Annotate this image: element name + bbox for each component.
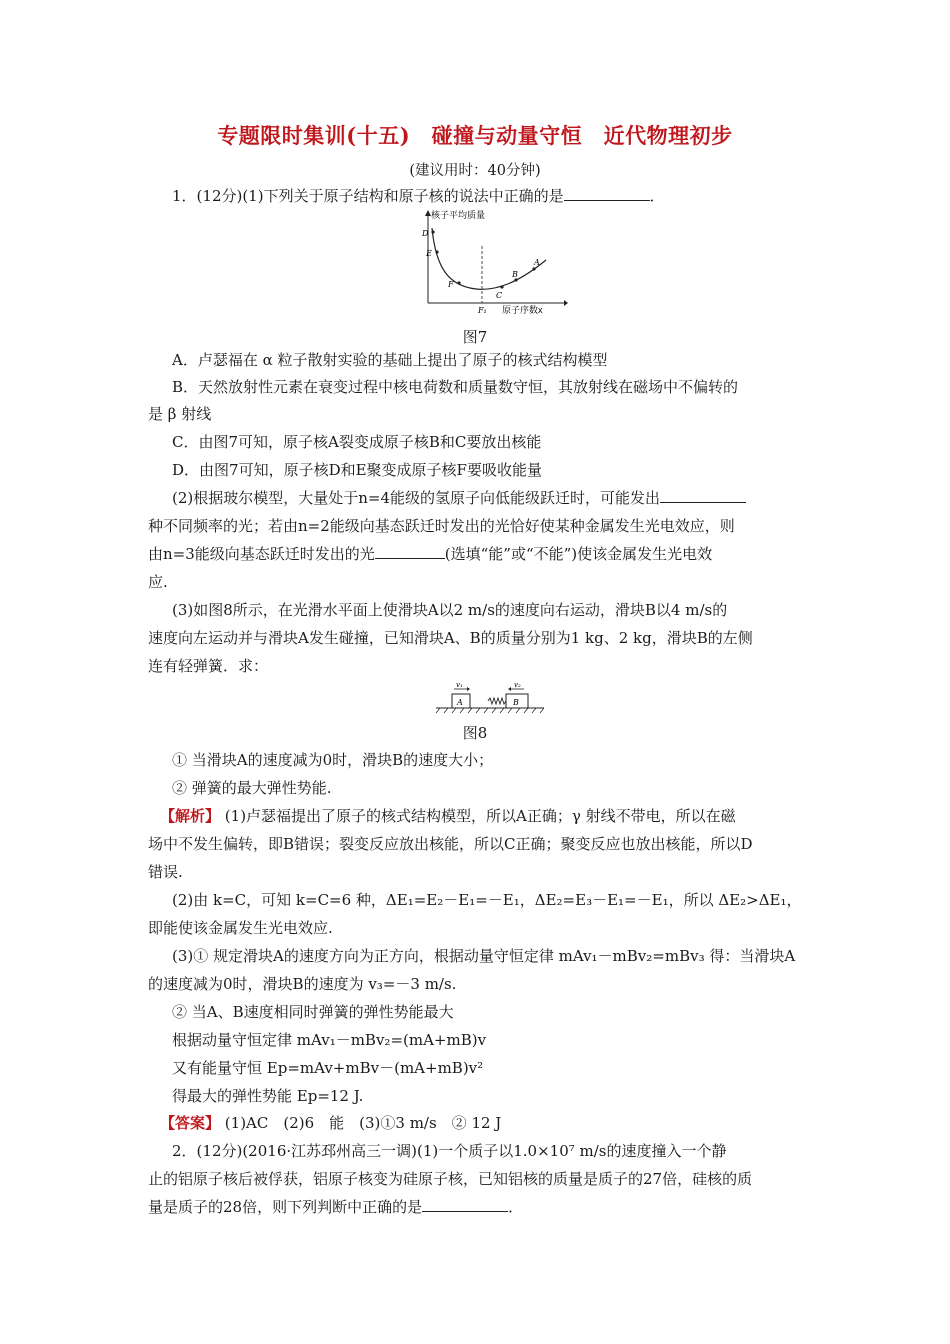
analysis-line3: 错误.	[148, 863, 183, 881]
part3-line2: 速度向左运动并与滑块A发生碰撞，已知滑块A、B的质量分别为1 kg、2 kg，滑块B的左侧	[148, 629, 753, 647]
block-a-label: A	[457, 698, 463, 707]
option-c: C．由图7可知，原子核A裂变成原子核B和C要放出核能	[172, 433, 542, 451]
option-a: A．卢瑟福在 α 粒子散射实验的基础上提出了原子的核式结构模型	[172, 351, 608, 369]
q2-line1: 2．(12分)(2016·江苏邳州高三一调)(1)一个质子以1.0×10⁷ m/s的速度撞入一个静	[172, 1142, 727, 1160]
ask-2: ② 弹簧的最大弹性势能.	[172, 779, 332, 797]
option-b-cont: 是 β 射线	[148, 405, 212, 423]
analysis-tag: 【解析】	[160, 807, 221, 825]
v2-label: v₂	[514, 681, 521, 689]
q2-line2: 止的铝原子核后被俘获，铝原子核变为硅原子核，已知铝核的质量是质子的27倍，硅核的质	[148, 1170, 753, 1188]
block-b-label: B	[513, 698, 519, 707]
point-e	[435, 250, 438, 253]
v1-arrowhead	[467, 687, 470, 691]
label-d: D	[422, 229, 429, 238]
answer-line: 【答案】 (1)AC (2)6 能 (3)①3 m/s ② 12 J	[160, 1114, 502, 1132]
part3-line3: 连有轻弹簧．求：	[148, 657, 269, 675]
figure-8-caption: 图8	[462, 724, 488, 742]
fe-label: F₁	[478, 306, 487, 315]
answer-blank	[375, 544, 445, 559]
analysis-line6: (3)① 规定滑块A的速度方向为正方向，根据动量守恒定律 mAv₁－mBv₂=mBv₃ 得：当滑块A	[172, 947, 796, 965]
point-d	[431, 230, 434, 233]
analysis-line9: 根据动量守恒定律 mAv₁－mBv₂=(mA+mB)v	[172, 1031, 487, 1049]
part2-line3: 由n=3能级向基态跃迁时发出的光 (选填“能”或“不能”)使该金属发生光电效	[148, 545, 713, 563]
analysis-line8: ② 当A、B速度相同时弹簧的弹性势能最大	[172, 1003, 454, 1021]
ground-hatch	[436, 708, 544, 713]
q2-line3: 量是质子的28倍，则下列判断中正确的是 ．	[148, 1198, 524, 1216]
analysis-line10: 又有能量守恒 Ep=mAv+mBv－(mA+mB)v²	[172, 1059, 484, 1077]
answer-blank	[422, 1197, 508, 1212]
label-f: F	[448, 280, 454, 289]
answer-tag: 【答案】	[160, 1114, 221, 1132]
analysis-line1: 【解析】 (1)卢瑟福提出了原子的核式结构模型，所以A正确；γ 射线不带电，所以在磁	[160, 807, 736, 825]
answer-blank	[660, 488, 746, 503]
figure-7-binding-energy-curve	[418, 208, 568, 318]
v2-arrowhead	[508, 687, 511, 691]
analysis-line4: (2)由 k=C，可知 k=C=6 种，ΔE₁=E₂－E₁=－E₁，ΔE₂=E₃－E₁=－E₁，所以 ΔE₂>ΔE₁，	[172, 891, 802, 909]
analysis-line5: 即能使该金属发生光电效应.	[148, 919, 333, 937]
label-a: A	[534, 258, 540, 267]
ask-1: ① 当滑块A的速度减为0时，滑块B的速度大小；	[172, 751, 494, 769]
page-subtitle: (建议用时：40分钟)	[409, 163, 541, 179]
analysis-line2: 场中不发生偏转，即B错误；裂变反应放出核能，所以C正确；聚变反应也放出核能，所以D	[148, 835, 753, 853]
x-axis-arrow	[564, 300, 568, 306]
point-a	[532, 267, 535, 270]
point-c	[500, 285, 503, 288]
label-b: B	[512, 270, 518, 279]
label-e: E	[426, 249, 432, 258]
part2-line1: (2)根据玻尔模型，大量处于n=4能级的氢原子向低能级跃迁时，可能发出	[172, 488, 746, 508]
figure-7-caption: 图7	[462, 328, 488, 346]
part2-line2: 种不同频率的光；若由n=2能级向基态跃迁时发出的光恰好使某种金属发生光电效应，则	[148, 517, 735, 535]
v1-label: v₁	[456, 681, 463, 689]
option-b: B．天然放射性元素在衰变过程中核电荷数和质量数守恒，其放射线在磁场中不偏转的	[172, 378, 739, 396]
analysis-line7: 的速度减为0时，滑块B的速度为 v₃=－3 m/s.	[148, 975, 457, 993]
x-axis-label: 原子序数x	[502, 305, 543, 315]
point-f	[457, 281, 460, 284]
figure-8-sliders	[434, 680, 546, 716]
spring-icon	[488, 698, 506, 704]
part2-line4: 应.	[148, 573, 168, 591]
analysis-line11: 得最大的弹性势能 Ep=12 J.	[172, 1087, 364, 1105]
q1-stem: 1．(12分)(1)下列关于原子结构和原子核的说法中正确的是 ．	[172, 187, 665, 205]
part3-line1: (3)如图8所示，在光滑水平面上使滑块A以2 m/s的速度向右运动，滑块B以4 m/s的	[172, 601, 728, 619]
label-c: C	[496, 291, 503, 300]
y-axis-label: 核子平均质量	[431, 210, 486, 220]
page-title: 专题限时集训(十五) 碰撞与动量守恒 近代物理初步	[217, 123, 733, 148]
answer-blank	[564, 186, 650, 201]
option-d: D．由图7可知，原子核D和E聚变成原子核F要吸收能量	[172, 461, 542, 479]
